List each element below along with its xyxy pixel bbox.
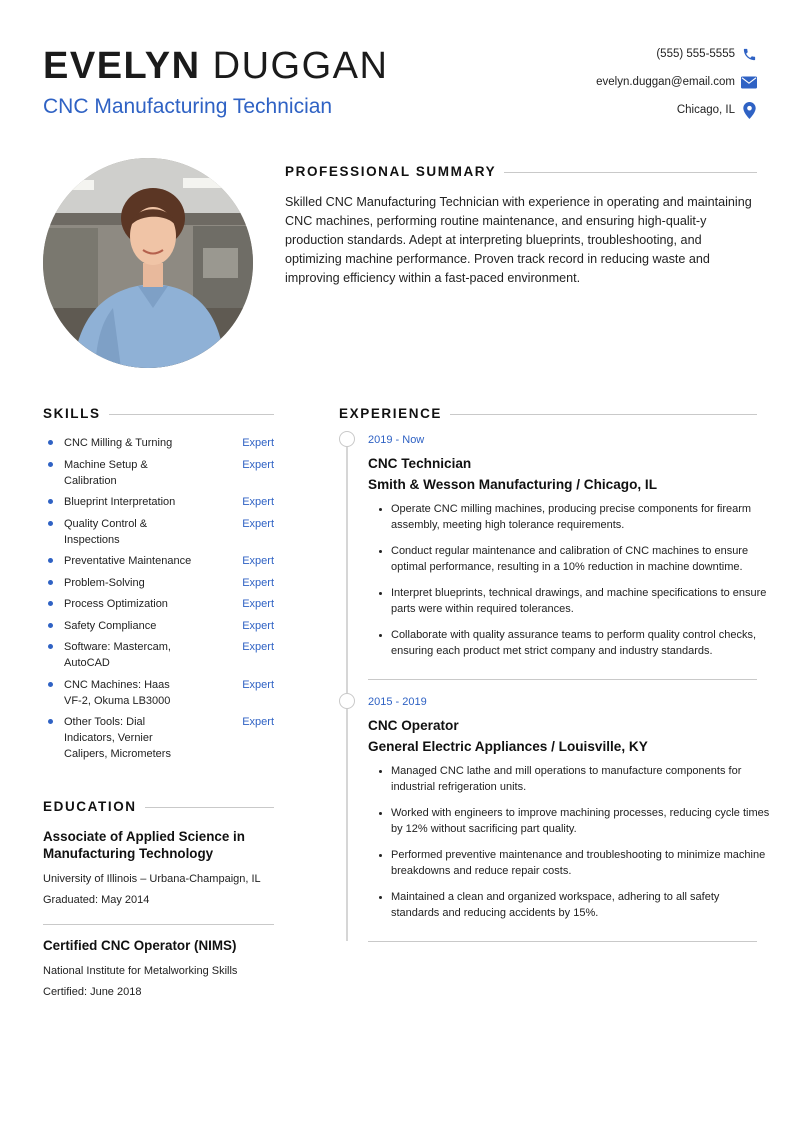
section-rule xyxy=(504,172,757,173)
skill-level: Expert xyxy=(242,641,274,653)
timeline-dot xyxy=(339,693,355,709)
profile-photo xyxy=(43,158,253,368)
skills-heading-text: SKILLS xyxy=(43,406,101,421)
education-date: Graduated: May 2014 xyxy=(43,894,150,906)
job-dates: 2015 - 2019 xyxy=(368,696,427,708)
section-rule xyxy=(109,414,274,415)
bullet-dot xyxy=(48,440,53,445)
phone-text: (555) 555-5555 xyxy=(656,48,735,60)
job-bullet: Maintained a clean and organized workspace, adhering to all safety standards and reducing accidents by 15%. xyxy=(368,889,770,921)
contact-phone[interactable] xyxy=(457,40,757,68)
skill-name: CNC Milling & Turning xyxy=(64,437,173,449)
job-title: CNC Manufacturing Technician xyxy=(43,95,333,118)
skill-item xyxy=(43,618,274,634)
skill-level: Expert xyxy=(242,458,274,471)
job-role: CNC Operator xyxy=(368,718,459,733)
skill-name: Process Optimization xyxy=(64,598,168,610)
job-bullet: Operate CNC milling machines, producing precise components for firearm assembly, meeting high tolerance requirements. xyxy=(368,501,770,533)
experience-heading xyxy=(339,405,757,423)
bullet-dot xyxy=(48,623,53,628)
skill-name: CNC Machines: Haas VF-2, Okuma LB3000 xyxy=(64,678,171,707)
skill-name: Safety Compliance xyxy=(64,619,157,632)
email-text: evelyn.duggan@email.com xyxy=(596,76,735,88)
education-item xyxy=(43,937,274,999)
summary-text: Skilled CNC Manufacturing Technician with experience in operating and maintaining CNC machines, performing routine maintenance, and ensuring high-qualit-y production standards. Adept at interpreting blueprints, troubleshooting, and optimizing machine performance. Proven track record in reducing waste and improving efficiency within a fast-paced environment. xyxy=(285,195,752,285)
bullet-dot xyxy=(48,601,53,606)
contact-info xyxy=(457,40,757,124)
bullet-dot xyxy=(48,521,53,526)
certification-title: Certified CNC Operator (NIMS) xyxy=(43,938,237,953)
skill-name: Problem-Solving xyxy=(64,576,145,589)
job-bullet: Collaborate with quality assurance teams to perform quality control checks, ensuring each product met strict company and industry standards. xyxy=(368,627,770,659)
job-entry xyxy=(368,433,770,669)
skill-item xyxy=(43,494,274,510)
skills-section xyxy=(43,405,274,768)
skill-level: Expert xyxy=(242,678,274,691)
job-company: General Electric Appliances / Louisville, KY xyxy=(368,739,648,754)
degree-title: Associate of Applied Science in Manufacturing Technology xyxy=(43,829,245,861)
skill-name: Machine Setup & Calibration xyxy=(64,458,148,487)
job-bullet: Interpret blueprints, technical drawings, and machine specifications to ensure parts were within required tolerances. xyxy=(368,585,770,617)
skill-name: Quality Control & Inspections xyxy=(64,517,148,546)
job-bullets xyxy=(368,501,770,659)
skill-item xyxy=(43,639,274,671)
skill-level: Expert xyxy=(242,576,274,589)
skill-level: Expert xyxy=(242,598,274,610)
skill-item xyxy=(43,516,274,548)
job-bullet: Worked with engineers to improve machining processes, reducing cycle times by 12% without sacrificing part quality. xyxy=(368,805,770,837)
job-bullet: Conduct regular maintenance and calibration of CNC machines to ensure optimal performance, resulting in a 10% reduction in machine downtime. xyxy=(368,543,770,575)
education-item xyxy=(43,828,274,907)
skills-list xyxy=(43,435,274,762)
job-company: Smith & Wesson Manufacturing / Chicago, IL xyxy=(368,477,658,492)
candidate-name xyxy=(43,44,388,88)
phone-icon xyxy=(741,46,757,62)
skill-level: Expert xyxy=(242,517,274,530)
bullet-dot xyxy=(48,558,53,563)
skill-item xyxy=(43,677,274,709)
bullet-dot xyxy=(48,682,53,687)
skill-level: Expert xyxy=(242,496,274,508)
section-rule xyxy=(450,414,757,415)
bullet-dot xyxy=(48,580,53,585)
job-divider xyxy=(368,679,757,680)
first-name: EVELYN xyxy=(43,45,201,87)
section-rule xyxy=(145,807,274,808)
education-divider xyxy=(43,924,274,925)
job-bullet: Performed preventive maintenance and troubleshooting to minimize machine breakdowns and reduce repair costs. xyxy=(368,847,770,879)
bullet-dot xyxy=(48,462,53,467)
job-entry xyxy=(368,695,770,931)
summary-heading xyxy=(285,163,757,181)
envelope-icon xyxy=(741,74,757,90)
summary-section xyxy=(285,163,757,288)
skill-item xyxy=(43,596,274,612)
summary-heading-text: PROFESSIONAL SUMMARY xyxy=(285,164,497,179)
issuer-name: National Institute for Metalworking Skills xyxy=(43,965,238,977)
education-section xyxy=(43,798,274,999)
skill-item xyxy=(43,575,274,591)
experience-heading-text: EXPERIENCE xyxy=(339,406,443,421)
job-bullet: Managed CNC lathe and mill operations to manufacture components for industrial refrigeration units. xyxy=(368,763,770,795)
job-dates: 2019 - Now xyxy=(368,434,425,446)
bullet-dot xyxy=(48,499,53,504)
last-name: DUGGAN xyxy=(212,45,389,87)
timeline-line xyxy=(346,439,348,941)
education-heading-text: EDUCATION xyxy=(43,799,137,814)
certification-date: Certified: June 2018 xyxy=(43,986,142,998)
contact-email[interactable] xyxy=(457,68,757,96)
timeline-dot xyxy=(339,431,355,447)
skill-name: Software: Mastercam, AutoCAD xyxy=(64,641,171,669)
job-role: CNC Technician xyxy=(368,456,472,471)
bullet-dot xyxy=(48,719,53,724)
skills-heading xyxy=(43,405,274,423)
map-pin-icon xyxy=(741,102,757,118)
skill-level: Expert xyxy=(242,437,274,449)
skill-name: Blueprint Interpretation xyxy=(64,496,176,508)
skill-item xyxy=(43,435,274,451)
skill-item xyxy=(43,553,274,569)
experience-section xyxy=(339,405,757,423)
skill-level: Expert xyxy=(242,555,274,567)
location-text: Chicago, IL xyxy=(676,104,735,116)
contact-location xyxy=(457,96,757,124)
skill-level: Expert xyxy=(242,619,274,632)
skill-name: Preventative Maintenance xyxy=(64,555,192,567)
job-bullets xyxy=(368,763,770,921)
job-divider xyxy=(368,941,757,942)
bullet-dot xyxy=(48,644,53,649)
skill-item xyxy=(43,714,274,762)
education-heading xyxy=(43,798,274,816)
school-name: University of Illinois – Urbana-Champaign, IL xyxy=(43,873,261,885)
skill-item xyxy=(43,457,274,489)
skill-level: Expert xyxy=(242,716,274,728)
skill-name: Other Tools: Dial Indicators, Vernier Calipers, Micrometers xyxy=(64,716,171,760)
